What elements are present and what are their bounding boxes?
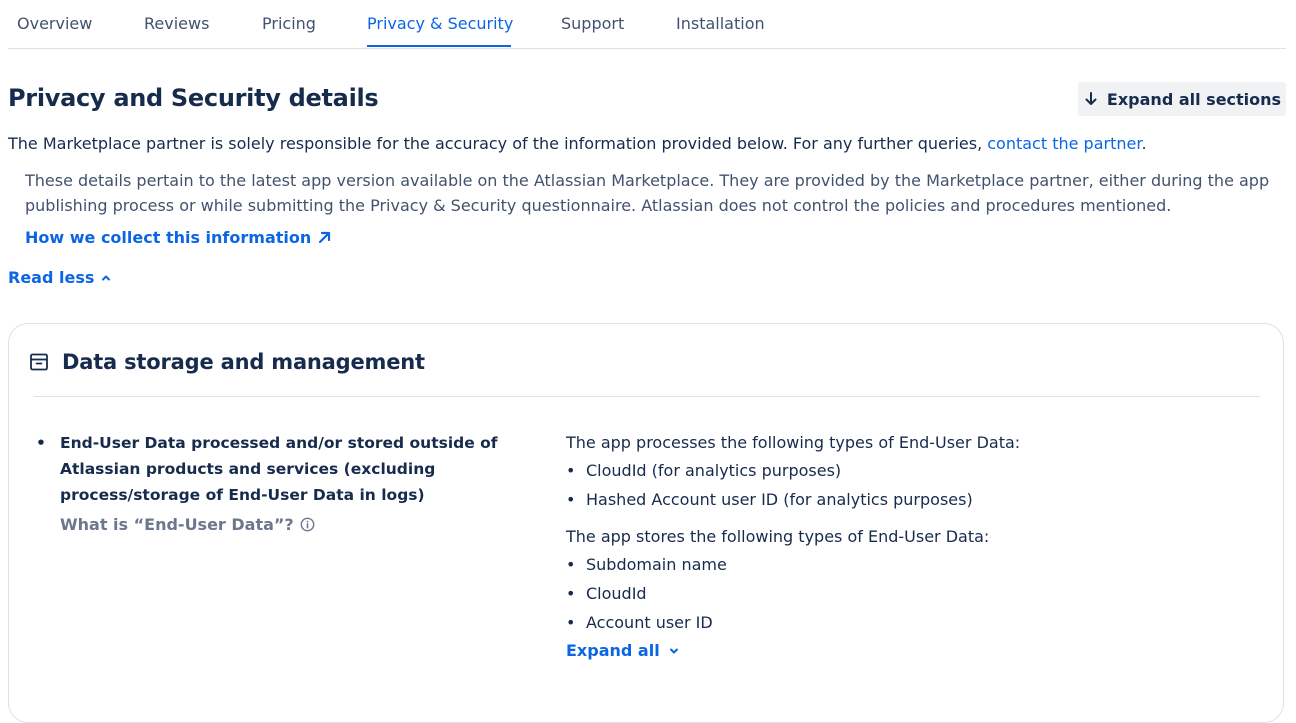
stores-item: Account user ID	[586, 613, 713, 632]
bullet: •	[36, 434, 46, 452]
how-we-collect-label: How we collect this information	[25, 228, 312, 247]
expand-all-sections-label: Expand all sections	[1106, 89, 1282, 109]
read-less-toggle[interactable]	[8, 268, 112, 287]
arrow-down-icon	[1083, 91, 1099, 107]
bullet: •	[566, 461, 576, 480]
expand-all-label: Expand all	[566, 641, 660, 660]
contact-partner-link[interactable]: contact the partner	[987, 134, 1142, 153]
data-category-item	[36, 430, 536, 508]
chevron-up-icon	[100, 272, 112, 284]
data-category-label: End-User Data processed and/or stored outside of Atlassian products and services (excluding process/storage of End-User Data in logs)	[60, 434, 498, 504]
stores-intro: The app stores the following types of End-User Data:	[566, 527, 990, 546]
expand-all-button[interactable]	[566, 641, 1266, 660]
disclaimer-end: .	[1141, 134, 1147, 153]
archive-box-icon	[28, 351, 50, 373]
external-arrow-icon	[317, 230, 332, 245]
expand-all-sections-button[interactable]	[1078, 82, 1286, 116]
bullet: •	[566, 555, 576, 574]
disclaimer-text: The Marketplace partner is solely responsible for the accuracy of the information provided below. For any further queries,	[8, 134, 988, 153]
processes-intro: The app processes the following types of End-User Data:	[566, 433, 1021, 452]
page-title: Privacy and Security details	[8, 84, 379, 112]
what-is-end-user-data-label: What is “End-User Data”?	[60, 515, 294, 534]
list-item	[566, 579, 1266, 608]
active-tab-indicator	[367, 45, 511, 47]
tab-support[interactable]: Support	[561, 14, 625, 33]
details-description: These details pertain to the latest app version available on the Atlassian Marketplace. They are provided by the Marketplace partner, either during the app publishing process or while submitting the Privacy & Security questionnaire. Atlassian does not control the policies and procedures mentioned.	[25, 171, 1270, 215]
bullet: •	[566, 490, 576, 509]
data-details-column	[566, 430, 1266, 660]
tab-privacy-security[interactable]: Privacy & Security	[367, 14, 514, 33]
list-item	[566, 550, 1266, 579]
info-icon	[300, 517, 315, 532]
section-header	[28, 350, 425, 374]
section-title: Data storage and management	[62, 350, 425, 374]
tab-installation[interactable]: Installation	[676, 14, 765, 33]
partner-disclaimer	[8, 134, 1147, 153]
section-divider	[34, 396, 1260, 397]
data-category-column	[36, 430, 536, 534]
how-we-collect-link[interactable]	[25, 228, 332, 247]
stores-item: CloudId	[586, 584, 647, 603]
stores-item: Subdomain name	[586, 555, 727, 574]
chevron-down-icon	[668, 645, 680, 657]
what-is-end-user-data-link[interactable]	[60, 515, 536, 534]
tab-overview[interactable]: Overview	[17, 14, 93, 33]
list-item	[566, 485, 1266, 514]
list-item	[566, 456, 1266, 485]
list-item	[566, 608, 1266, 637]
tab-pricing[interactable]: Pricing	[262, 14, 316, 33]
tab-reviews[interactable]: Reviews	[144, 14, 210, 33]
processes-item: Hashed Account user ID (for analytics purposes)	[586, 490, 973, 509]
tab-bar	[8, 0, 1286, 49]
processes-item: CloudId (for analytics purposes)	[586, 461, 842, 480]
bullet: •	[566, 613, 576, 632]
bullet: •	[566, 584, 576, 603]
read-less-label: Read less	[8, 268, 95, 287]
